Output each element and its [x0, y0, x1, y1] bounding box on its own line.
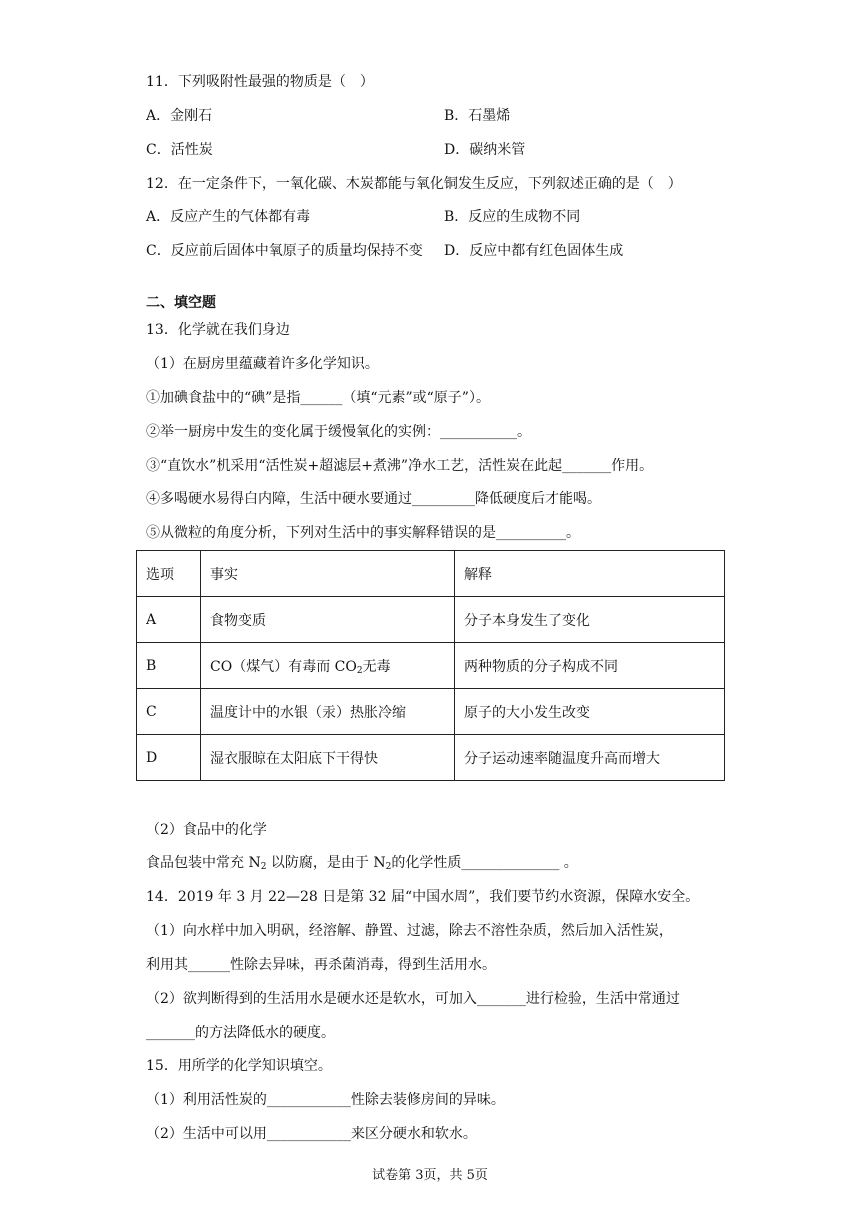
- row-option: D: [137, 735, 201, 781]
- row-fact: 温度计中的水银（汞）热胀冷缩: [201, 689, 455, 735]
- q13-part2-title: （2）食品中的化学: [146, 822, 267, 838]
- q13-part2-text: 食品包装中常充 $N_2$ 以防腐，是由于 $N_2$的化学性质______________ 。: [146, 855, 578, 872]
- q13-item-3: ③“直饮水”机采用“活性炭+超滤层+煮沸”净水工艺，活性炭在此起_______作用。: [146, 458, 654, 474]
- q12-stem: 12．在一定条件下，一氧化碳、木炭都能与氧化铜发生反应，下列叙述正确的是（ ）: [146, 176, 682, 192]
- row-fact: 食物变质: [201, 597, 455, 643]
- q13-part1-title: （1）在厨房里蕴藏着许多化学知识。: [146, 356, 379, 372]
- row-option: A: [137, 597, 201, 643]
- row-option: B: [137, 643, 201, 689]
- q14-part2-line1: （2）欲判断得到的生活用水是硬水还是软水，可加入_______进行检验，生活中常通过: [146, 991, 680, 1007]
- q13-item-4: ④多喝硬水易得白内障，生活中硬水要通过_________降低硬度后才能喝。: [146, 491, 601, 507]
- q15-part2: （2）生活中可以用____________来区分硬水和软水。: [146, 1126, 477, 1142]
- q13-stem: 13．化学就在我们身边: [146, 322, 290, 338]
- row-fact: CO（煤气）有毒而 $CO_2$无毒: [201, 643, 455, 689]
- q13-item-5: ⑤从微粒的角度分析，下列对生活中的事实解释错误的是__________。: [146, 525, 580, 541]
- q14-part1-line2: 利用其______性除去异味，再杀菌消毒，得到生活用水。: [146, 957, 496, 973]
- header-explanation: 解释: [455, 551, 725, 597]
- table-row: [137, 735, 725, 781]
- table-row: [137, 597, 725, 643]
- facts-table: [136, 550, 725, 781]
- row-explanation: 分子本身发生了变化: [455, 597, 725, 643]
- q15-stem: 15．用所学的化学知识填空。: [146, 1058, 332, 1074]
- q15-part1: （1）利用活性炭的____________性除去装修房间的异味。: [146, 1092, 505, 1108]
- q11-option-d: D．碳纳米管: [444, 142, 526, 158]
- row-explanation: 两种物质的分子构成不同: [455, 643, 725, 689]
- q12-option-a: A．反应产生的气体都有毒: [146, 209, 311, 225]
- q12-option-d: D．反应中都有红色固体生成: [444, 243, 624, 259]
- table-header-row: [137, 551, 725, 597]
- row-explanation: 原子的大小发生改变: [455, 689, 725, 735]
- row-fact: 湿衣服晾在太阳底下干得快: [201, 735, 455, 781]
- table-row: [137, 643, 725, 689]
- row-explanation: 分子运动速率随温度升高而增大: [455, 735, 725, 781]
- q14-part1-line1: （1）向水样中加入明矾，经溶解、静置、过滤，除去不溶性杂质，然后加入活性炭，: [146, 923, 673, 939]
- q11-option-a: A．金刚石: [146, 108, 213, 124]
- q13-item-1: ①加碘食盐中的“碘”是指______（填“元素”或“原子”）。: [146, 390, 490, 406]
- section-title: 二、填空题: [146, 295, 216, 311]
- q11-option-c: C．活性炭: [146, 142, 213, 158]
- page-footer: 试卷第 3页，共 5页: [372, 1168, 488, 1183]
- header-option: 选项: [137, 551, 201, 597]
- row-option: C: [137, 689, 201, 735]
- q11-option-b: B．石墨烯: [444, 108, 511, 124]
- q11-stem: 11．下列吸附性最强的物质是（ ）: [146, 74, 374, 90]
- q14-part2-line2: _______的方法降低水的硬度。: [146, 1025, 335, 1041]
- q13-item-2: ②举一厨房中发生的变化属于缓慢氧化的实例：___________。: [146, 424, 531, 440]
- q12-option-b: B．反应的生成物不同: [444, 209, 581, 225]
- table-row: [137, 689, 725, 735]
- header-fact: 事实: [201, 551, 455, 597]
- q12-option-c: C．反应前后固体中氧原子的质量均保持不变: [146, 243, 423, 259]
- q14-stem: 14．2019 年 3 月 22—28 日是第 32 届“中国水周”，我们要节约水资源，保障水安全。: [146, 889, 700, 905]
